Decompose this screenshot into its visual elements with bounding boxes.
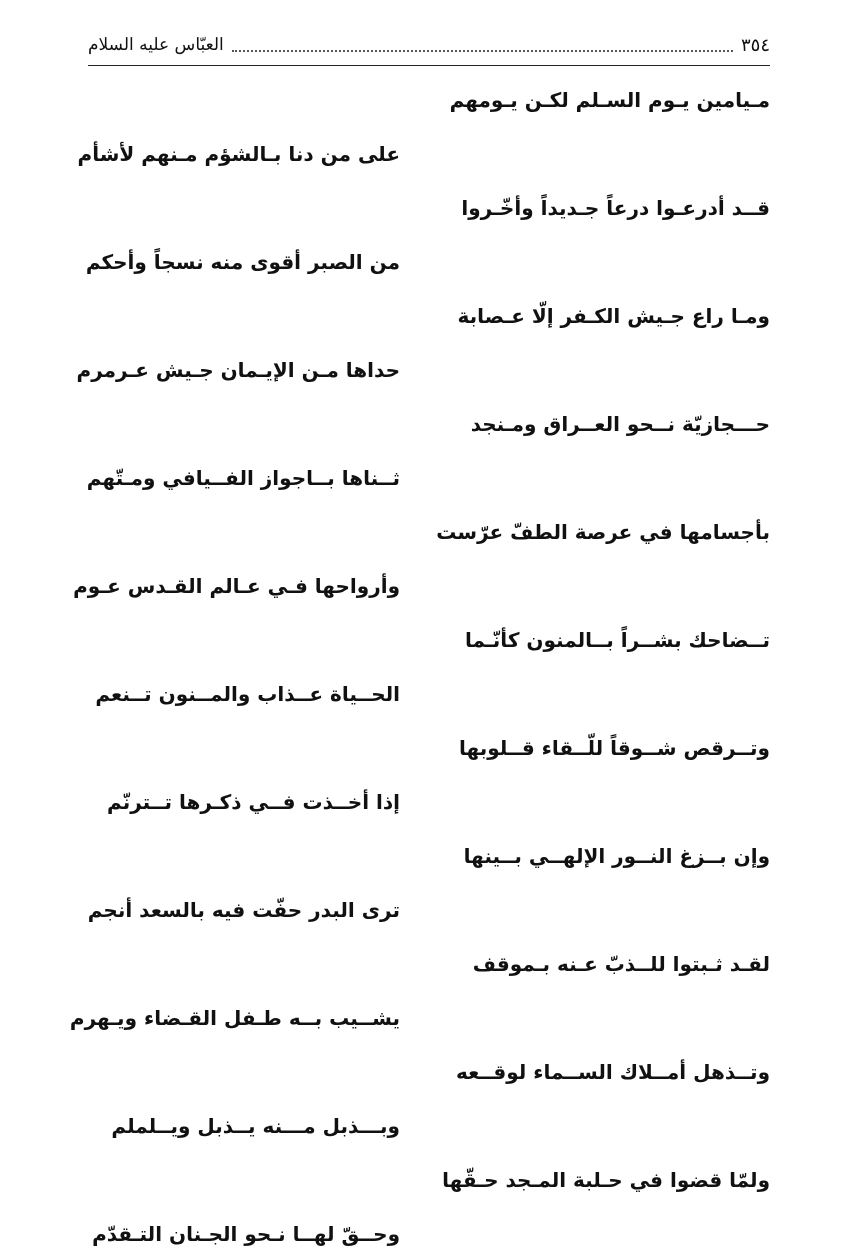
verse-4-second-hemistich: ثــناها بــاجواز الفــيافي ومـتّهم: [86, 466, 400, 490]
verse-7-second-hemistich: إذا أخــذت فــي ذكـرها تــترنّم: [107, 790, 400, 814]
verse-1-first-hemistich: مـيامين يـوم السـلم لكـن يـومهم: [449, 88, 770, 112]
verse-6-first-hemistich: تــضاحك بشــراً بــالمنون كأنّـما: [465, 628, 770, 652]
running-title: العبّاس عليه السلام: [88, 35, 224, 55]
verse-6-second-hemistich: الحــياة عــذاب والمــنون تــنعم: [95, 682, 400, 706]
verse-1-second-hemistich: على من دنا بـالشؤم مـنهم لأشأم: [77, 142, 400, 166]
verse-3-second-hemistich: حداها مـن الإيـمان جـيش عـرمرم: [76, 358, 400, 382]
verse-7-first-hemistich: وتــرقص شــوقاً للّــقاء قــلوبها: [459, 736, 770, 760]
verse-4-first-hemistich: حـــجازيّة نــحو العــراق ومـنجد: [470, 412, 770, 436]
verse-9-second-hemistich: يشــيب بــه طـفل القـضاء ويـهرم: [69, 1006, 400, 1030]
verse-9-first-hemistich: لقـد ثـبتوا للــذبّ عـنه بـموقف: [472, 952, 770, 976]
verse-2-first-hemistich: قــد أدرعـوا درعاً جـديداً وأخّـروا: [461, 196, 770, 220]
verse-11-first-hemistich: ولمّا قضوا في حـلبة المـجد حـقّها: [442, 1168, 770, 1192]
verse-2-second-hemistich: من الصبر أقوى منه نسجاً وأحكم: [85, 250, 400, 274]
verse-5-second-hemistich: وأرواحها فـي عـالم القـدس عـوم: [73, 574, 400, 598]
verse-5-first-hemistich: بأجسامها في عرصة الطفّ عرّست: [436, 520, 770, 544]
verse-10-first-hemistich: وتــذهل أمــلاك الســماء لوقــعه: [456, 1060, 770, 1084]
page-header: [88, 32, 770, 66]
dot-leader: [232, 38, 733, 52]
verse-3-first-hemistich: ومـا راع جـيش الكـفر إلّا عـصابة: [457, 304, 770, 328]
page-number: ٣٥٤: [740, 34, 770, 56]
header-rule: [88, 65, 770, 66]
verse-10-second-hemistich: وبـــذبل مـــنه يــذبل ويــلملم: [111, 1114, 400, 1138]
verse-8-first-hemistich: وإن بــزغ النــور الإلهــي بــينها: [463, 844, 770, 868]
verse-8-second-hemistich: ترى البدر حفّت فيه بالسعد أنجم: [87, 898, 400, 922]
verse-11-second-hemistich: وحــقّ لهــا نـحو الجـنان التـقدّم: [92, 1222, 400, 1246]
